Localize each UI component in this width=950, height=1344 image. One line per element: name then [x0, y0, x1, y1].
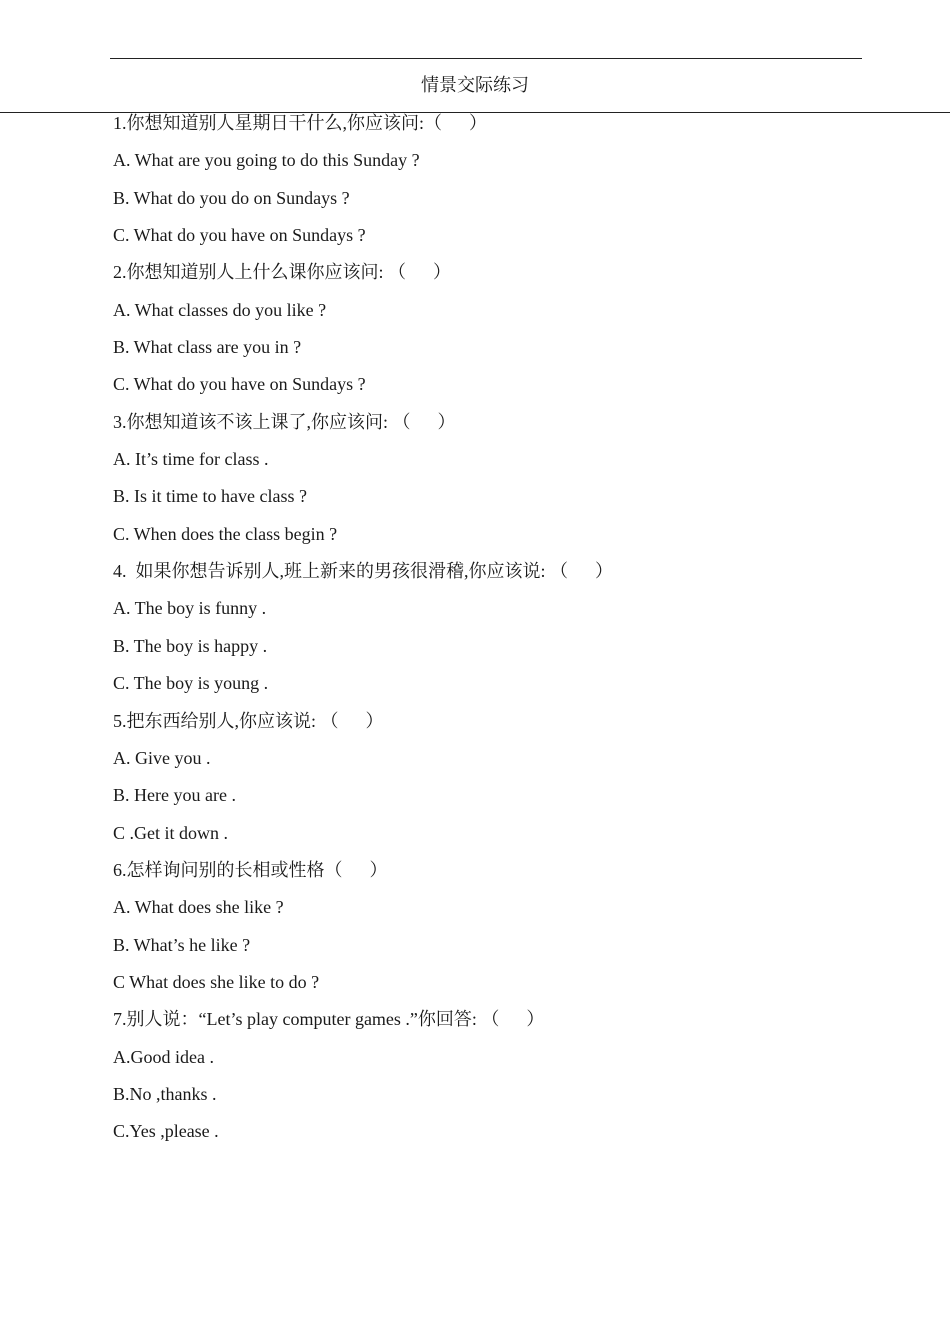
question-prompt: 4. 如果你想告诉别人,班上新来的男孩很滑稽,你应该说: （ ） [113, 561, 613, 582]
answer-option: A. Give you . [113, 747, 211, 768]
answer-option: B. The boy is happy . [113, 635, 268, 656]
answer-option: C.Yes ,please . [113, 1121, 219, 1142]
question-block [113, 1007, 893, 1156]
answer-option: A. The boy is funny . [113, 598, 267, 619]
answer-option: A. What does she like ? [113, 897, 284, 918]
page-top-rule [110, 58, 862, 59]
answer-option: A.Good idea . [113, 1046, 214, 1067]
page-header-title: 情景交际练习 [421, 75, 529, 95]
answer-option: B. Is it time to have class ? [113, 486, 307, 507]
question-block [113, 858, 893, 1007]
answer-option: B. What class are you in ? [113, 337, 302, 358]
answer-option: B. Here you are . [113, 785, 236, 806]
question-prompt: 5.把东西给别人,你应该说: （ ） [113, 710, 384, 731]
question-block [113, 260, 893, 409]
question-prompt: 7.别人说：“Let’s play computer games .”你回答: （ ） [113, 1009, 545, 1030]
answer-option: B. What do you do on Sundays ? [113, 187, 350, 208]
question-prompt: 2.你想知道别人上什么课你应该问: （ ） [113, 262, 451, 283]
question-block [113, 111, 893, 260]
question-block [113, 559, 893, 708]
answer-option: C. When does the class begin ? [113, 523, 338, 544]
question-prompt: 3.你想知道该不该上课了,你应该问: （ ） [113, 411, 456, 432]
question-prompt: 1.你想知道别人星期日干什么,你应该问:（ ） [113, 113, 487, 133]
answer-option: A. What classes do you like ? [113, 299, 327, 320]
answer-option: C. What do you have on Sundays ? [113, 374, 366, 395]
answer-option: C What does she like to do ? [113, 971, 320, 992]
question-prompt: 6.怎样询问别的长相或性格（ ） [113, 859, 388, 880]
answer-option: B.No ,thanks . [113, 1083, 217, 1104]
question-block [113, 709, 893, 858]
answer-option: C. What do you have on Sundays ? [113, 225, 366, 246]
answer-option: A. What are you going to do this Sunday ? [113, 150, 420, 171]
answer-option: A. It’s time for class . [113, 449, 269, 470]
exercise-list [113, 111, 893, 1157]
question-block [113, 410, 893, 559]
answer-option: C. The boy is young . [113, 673, 269, 694]
answer-option: B. What’s he like ? [113, 934, 251, 955]
answer-option: C .Get it down . [113, 822, 228, 843]
